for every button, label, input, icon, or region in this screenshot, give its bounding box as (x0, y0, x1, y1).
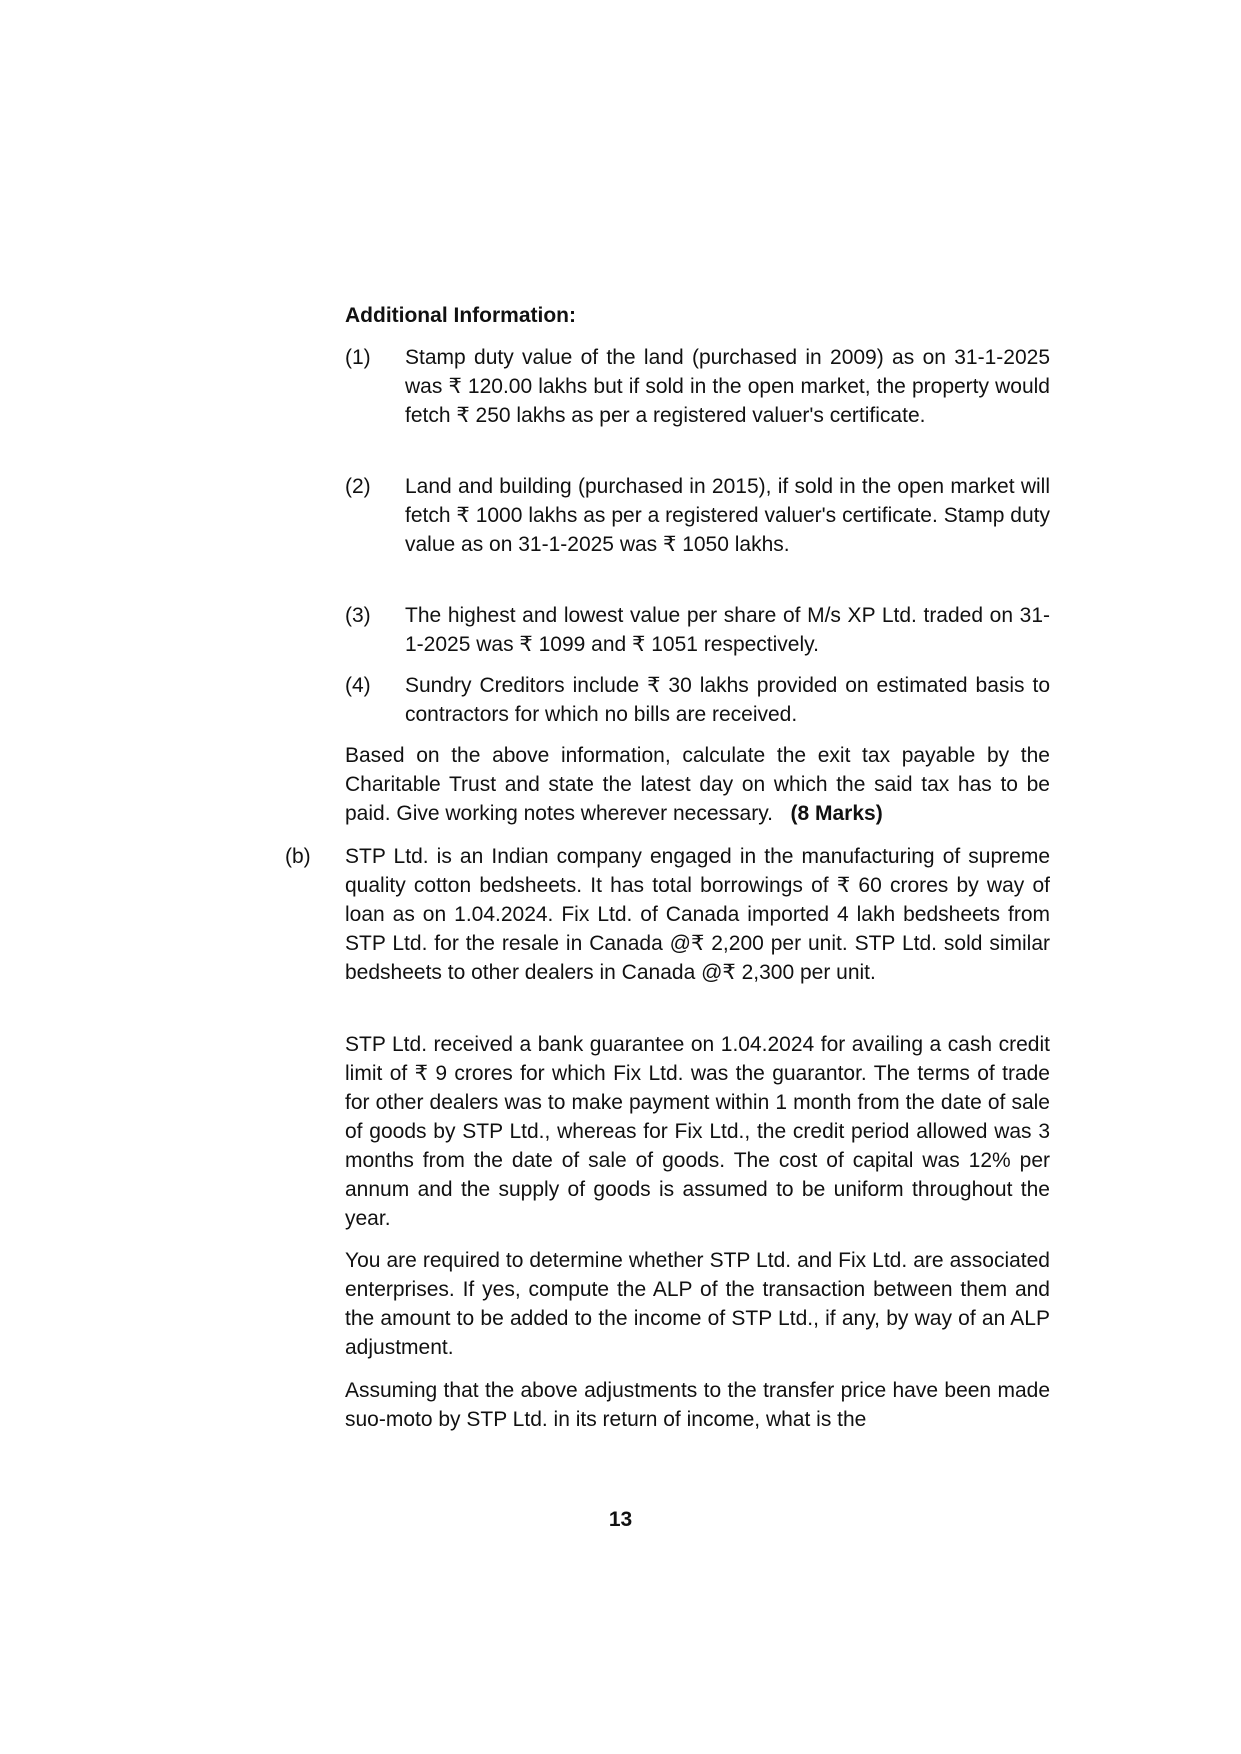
info-item-number: (1) (345, 346, 371, 369)
info-item-text: Sundry Creditors include ₹ 30 lakhs provided on estimated basis to contractors for which no bills are received. (405, 674, 1050, 726)
question-label-b: (b) (285, 845, 311, 868)
part-b-paragraph-1: STP Ltd. is an Indian company engaged in the manufacturing of supreme quality cotton bedsheets. It has total borrowings of ₹ 60 crores by way of loan as on 1.04.2024. Fix Ltd. of Canada imported 4 lakh bedsheets from STP Ltd. for the resale in Canada @₹ 2,200 per unit. STP Ltd. sold similar bedsheets to other dealers in Canada @₹ 2,300 per unit. (345, 845, 1050, 984)
question-text: Based on the above information, calculate the exit tax payable by the Charitable Trust and state the latest day on which the said tax has to be paid. Give working notes wherever necessary. (345, 744, 1050, 825)
part-b-paragraph-3: You are required to determine whether STP Ltd. and Fix Ltd. are associated enterprises. If yes, compute the ALP of the transaction between them and the amount to be added to the income of STP Ltd., if any, by way of an ALP adjustment. (345, 1249, 1050, 1359)
info-item-text: Land and building (purchased in 2015), if sold in the open market will fetch ₹ 1000 lakhs as per a registered valuer's certificate. Stamp duty value as on 31-1-2025 was ₹ 1050 lakhs. (405, 475, 1050, 556)
additional-info-heading: Additional Information: (345, 304, 576, 327)
info-item-number: (2) (345, 475, 371, 498)
info-item-text: Stamp duty value of the land (purchased in 2009) as on 31-1-2025 was ₹ 120.00 lakhs but if sold in the open market, the property would fetch ₹ 250 lakhs as per a registered valuer's certificate. (405, 346, 1050, 427)
part-b-paragraph-2: STP Ltd. received a bank guarantee on 1.04.2024 for availing a cash credit limit of ₹ 9 crores for which Fix Ltd. was the guarantor. The terms of trade for other dealers was to make payment within 1 month from the date of sale of goods by STP Ltd., whereas for Fix Ltd., the credit period allowed was 3 months from the date of sale of goods. The cost of capital was 12% per annum and the supply of goods is assumed to be uniform throughout the year. (345, 1033, 1050, 1230)
info-item-text: The highest and lowest value per share of M/s XP Ltd. traded on 31-1-2025 was ₹ 1099 and ₹ 1051 respectively. (405, 604, 1050, 656)
part-b-paragraph-4: Assuming that the above adjustments to the transfer price have been made suo-moto by STP Ltd. in its return of income, what is the (345, 1379, 1050, 1431)
info-item-number: (4) (345, 674, 371, 697)
page-number: 13 (608, 1508, 633, 1531)
info-item-number: (3) (345, 604, 371, 627)
marks-label: (8 Marks) (790, 802, 883, 825)
exit-tax-question (345, 741, 1050, 828)
